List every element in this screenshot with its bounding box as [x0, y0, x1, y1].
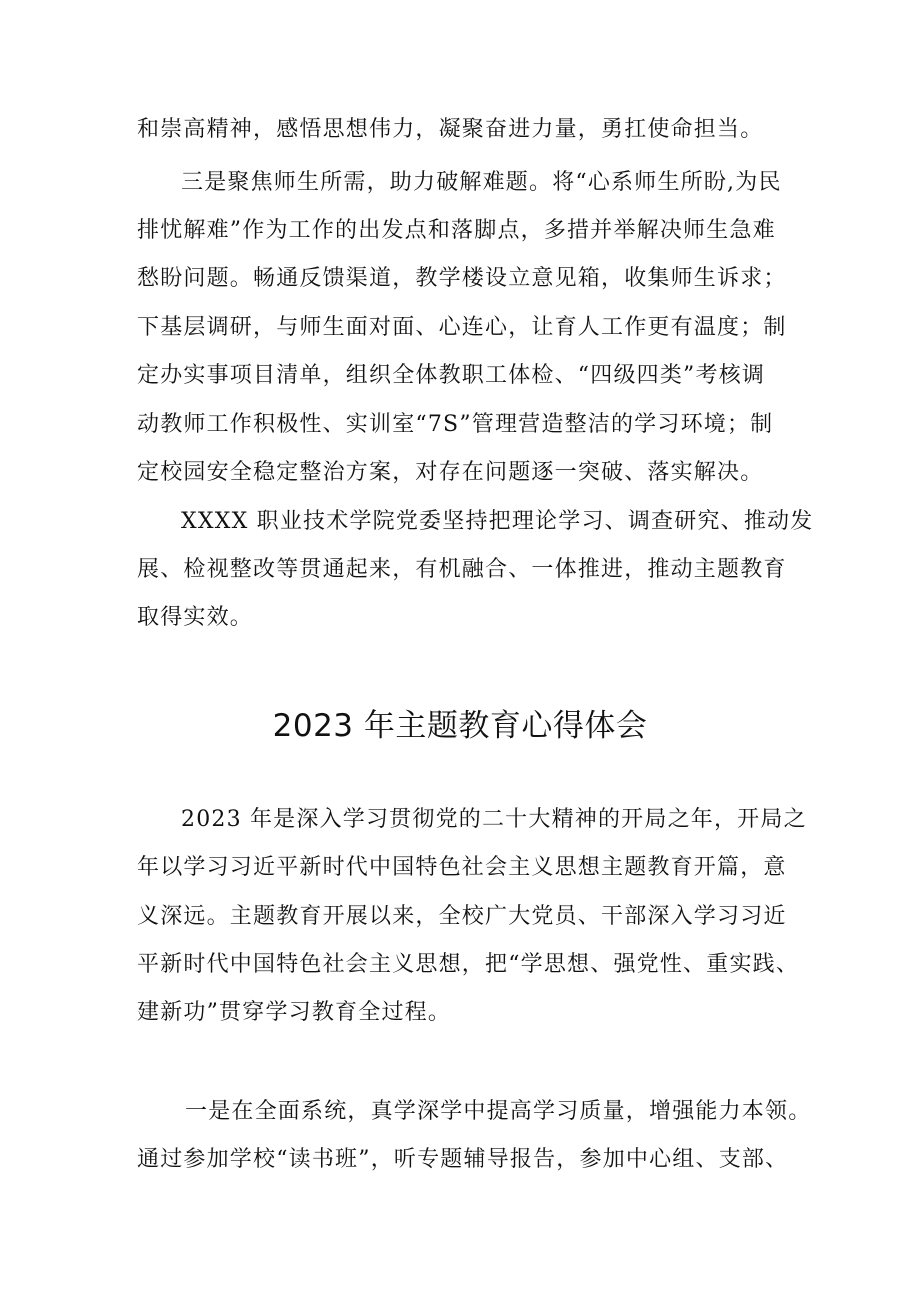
paragraph-line: 建新功”贯穿学习教育全过程。: [137, 1000, 452, 1025]
paragraph-line: 三是聚焦师生所需，助力破解难题。将“心系师生所盼,为民: [181, 170, 782, 195]
paragraph-line: 排忧解难”作为工作的出发点和落脚点，多措并举解决师生急难: [137, 218, 776, 243]
paragraph-line: 通过参加学校“读书班”，听专题辅导报告，参加中心组、支部、: [137, 1147, 789, 1172]
paragraph-line: 取得实效。: [137, 605, 254, 630]
paragraph-line: 愁盼问题。畅通反馈渠道，教学楼设立意见箱，收集师生诉求；: [137, 266, 787, 291]
paragraph-line: 义深远。主题教育开展以来，全校广大党员、干部深入学习习近: [137, 904, 787, 929]
paragraph-line: 动教师工作积极性、实训室“7S”管理营造整洁的学习环境；制: [137, 412, 774, 437]
paragraph-line: 年以学习习近平新时代中国特色社会主义思想主题教育开篇，意: [137, 855, 787, 880]
paragraph-line: 平新时代中国特色社会主义思想，把“学思想、强党性、重实践、: [137, 952, 800, 977]
paragraph-line: 一是在全面系统，真学深学中提高学习质量，增强能力本领。: [185, 1099, 812, 1124]
paragraph-line: 2023 年是深入学习贯彻党的二十大精神的开局之年，开局之: [181, 807, 807, 832]
paragraph-line: 定办实事项目清单，组织全体教职工体检、“四级四类”考核调: [137, 363, 766, 388]
paragraph-line: 下基层调研，与师生面对面、心连心，让育人工作更有温度；制: [137, 315, 787, 340]
paragraph-line: 展、检视整改等贯通起来，有机融合、一体推进，推动主题教育: [137, 557, 787, 582]
paragraph-line: 和崇高精神，感悟思想伟力，凝聚奋进力量，勇扛使命担当。: [137, 117, 764, 142]
page-title: 2023 年主题教育心得体会: [272, 708, 648, 744]
paragraph-line: 定校园安全稳定整治方案，对存在问题逐一突破、落实解决。: [137, 460, 764, 485]
paragraph-line: XXXX 职业技术学院党委坚持把理论学习、调查研究、推动发: [181, 509, 814, 534]
